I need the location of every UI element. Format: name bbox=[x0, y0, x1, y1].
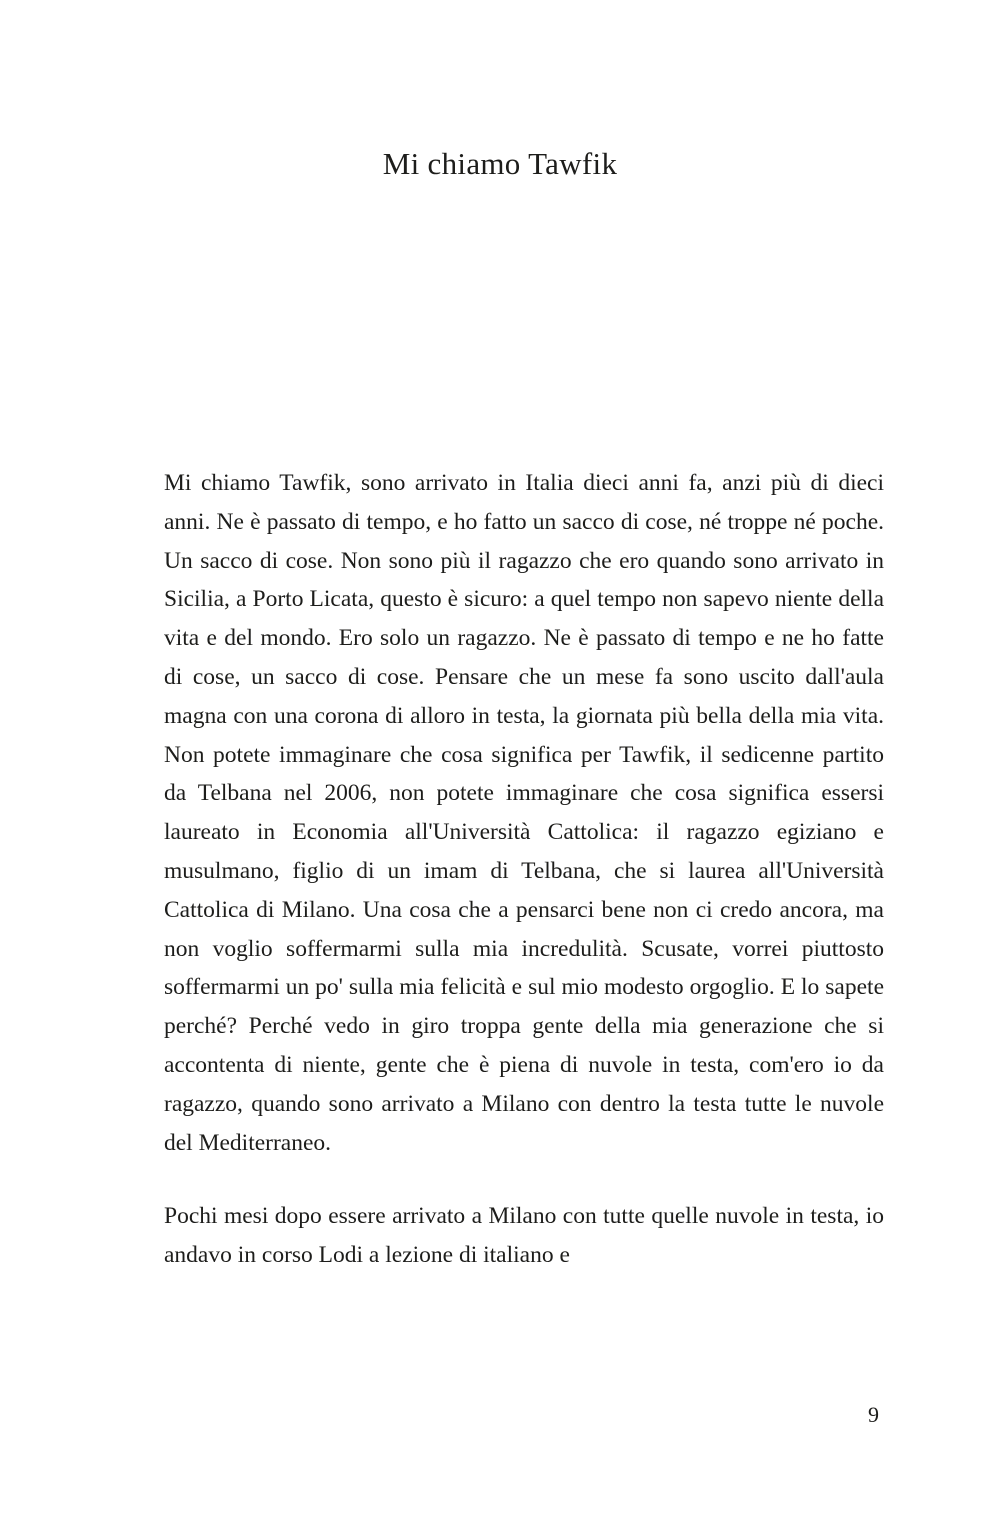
body-text bbox=[164, 464, 884, 1275]
page-number: 9 bbox=[868, 1402, 879, 1427]
chapter-title: Mi chiamo Tawfik bbox=[382, 146, 618, 181]
paragraph: Pochi mesi dopo essere arrivato a Milano con tutte quelle nuvole in testa, io andavo in corso Lodi a lezione di italiano e bbox=[164, 1203, 884, 1269]
paragraph: Mi chiamo Tawfik, sono arrivato in Italia dieci anni fa, anzi più di dieci anni. Ne è passato di tempo, e ho fatto un sacco di cose, né troppe né poche. Un sacco di cose. Non sono più il ragazzo che ero quando sono arrivato in Sicilia, a Porto Licata, questo è sicuro: a quel tempo non sapevo niente della vita e del mondo. Ero solo un ragazzo. Ne è passato di tempo e ne ho fatte di cose, un sacco di cose. Pensare che un mese fa sono uscito dall'aula magna con una corona di alloro in testa, la giornata più bella della mia vita. Non potete immaginare che cosa significa per Tawfik, il sedicenne partito da Telbana nel 2006, non potete immaginare che cosa significa essersi laureato in Economia all'Università Cattolica: il ragazzo egiziano e musulmano, figlio di un imam di Telbana, che si laurea all'Università Cattolica di Milano. Una cosa che a pensarci bene non ci credo ancora, ma non voglio soffermarmi sulla mia incredulità. Scusate, vorrei piuttosto soffermarmi un po' sulla mia felicità e sul mio modesto orgoglio. E lo sapete perché? Perché vedo in giro troppa gente della mia generazione che si accontenta di niente, gente che è piena di nuvole in testa, com'ero io da ragazzo, quando sono arrivato a Milano con dentro la testa tutte le nuvole del Mediterraneo. bbox=[164, 470, 884, 1156]
